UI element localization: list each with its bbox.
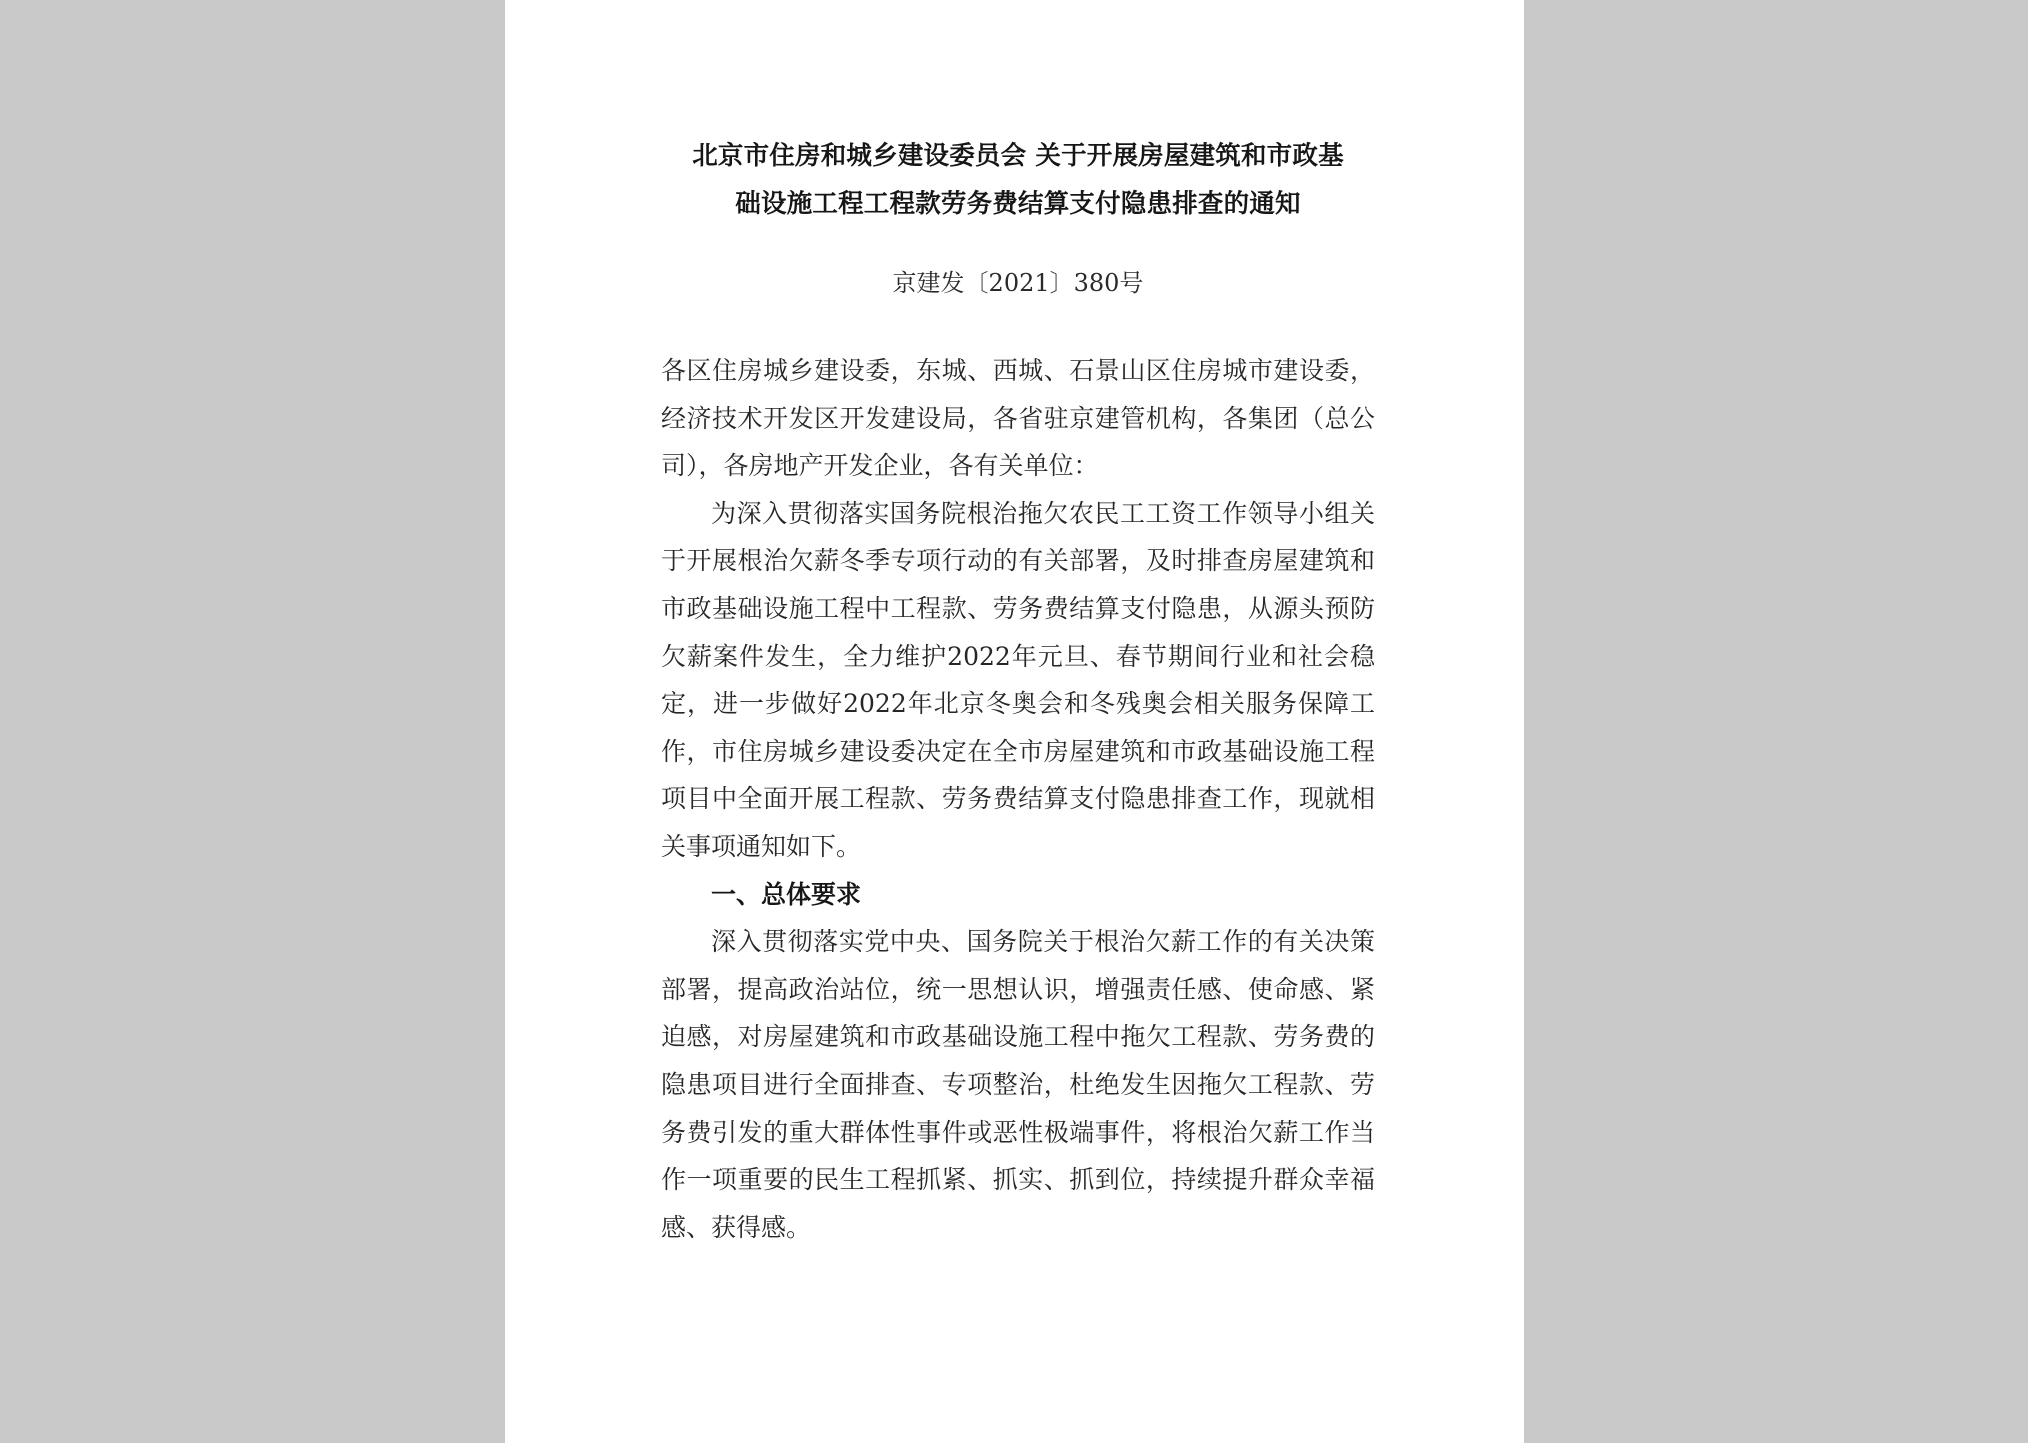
intro-paragraph: 为深入贯彻落实国务院根治拖欠农民工工资工作领导小组关于开展根治欠薪冬季专项行动的有关部署，及时排查房屋建筑和市政基础设施工程中工程款、劳务费结算支付隐患，从源头预防欠薪案件发生，全力维护2022年元旦、春节期间行业和社会稳定，进一步做好2022年北京冬奥会和冬残奥会相关服务保障工作，市住房城乡建设委决定在全市房屋建筑和市政基础设施工程项目中全面开展工程款、劳务费结算支付隐患排查工作，现就相关事项通知如下。 xyxy=(661,498,1375,861)
title-line-2: 础设施工程工程款劳务费结算支付隐患排查的通知 xyxy=(735,189,1301,219)
document-number: 京建发〔2021〕380号 xyxy=(892,269,1144,297)
general-requirements-paragraph: 深入贯彻落实党中央、国务院关于根治欠薪工作的有关决策部署，提高政治站位，统一思想认识，增强责任感、使命感、紧迫感，对房屋建筑和市政基础设施工程中拖欠工程款、劳务费的隐患项目进行全面排查、专项整治，杜绝发生因拖欠工程款、劳务费引发的重大群体性事件或恶性极端事件，将根治欠薪工作当作一项重要的民生工程抓紧、抓实、抓到位，持续提升群众幸福感、获得感。 xyxy=(661,927,1375,1242)
document-title xyxy=(661,132,1375,228)
section-heading-general-requirements: 一、总体要求 xyxy=(711,879,862,909)
addressees-paragraph: 各区住房城乡建设委，东城、西城、石景山区住房城市建设委，经济技术开发区开发建设局，各省驻京建管机构，各集团（总公司），各房地产开发企业，各有关单位： xyxy=(661,356,1375,481)
page-content xyxy=(661,132,1375,1251)
document-body xyxy=(661,347,1375,1251)
document-page xyxy=(505,0,1524,1443)
title-line-1: 北京市住房和城乡建设委员会 关于开展房屋建筑和市政基 xyxy=(692,141,1344,171)
